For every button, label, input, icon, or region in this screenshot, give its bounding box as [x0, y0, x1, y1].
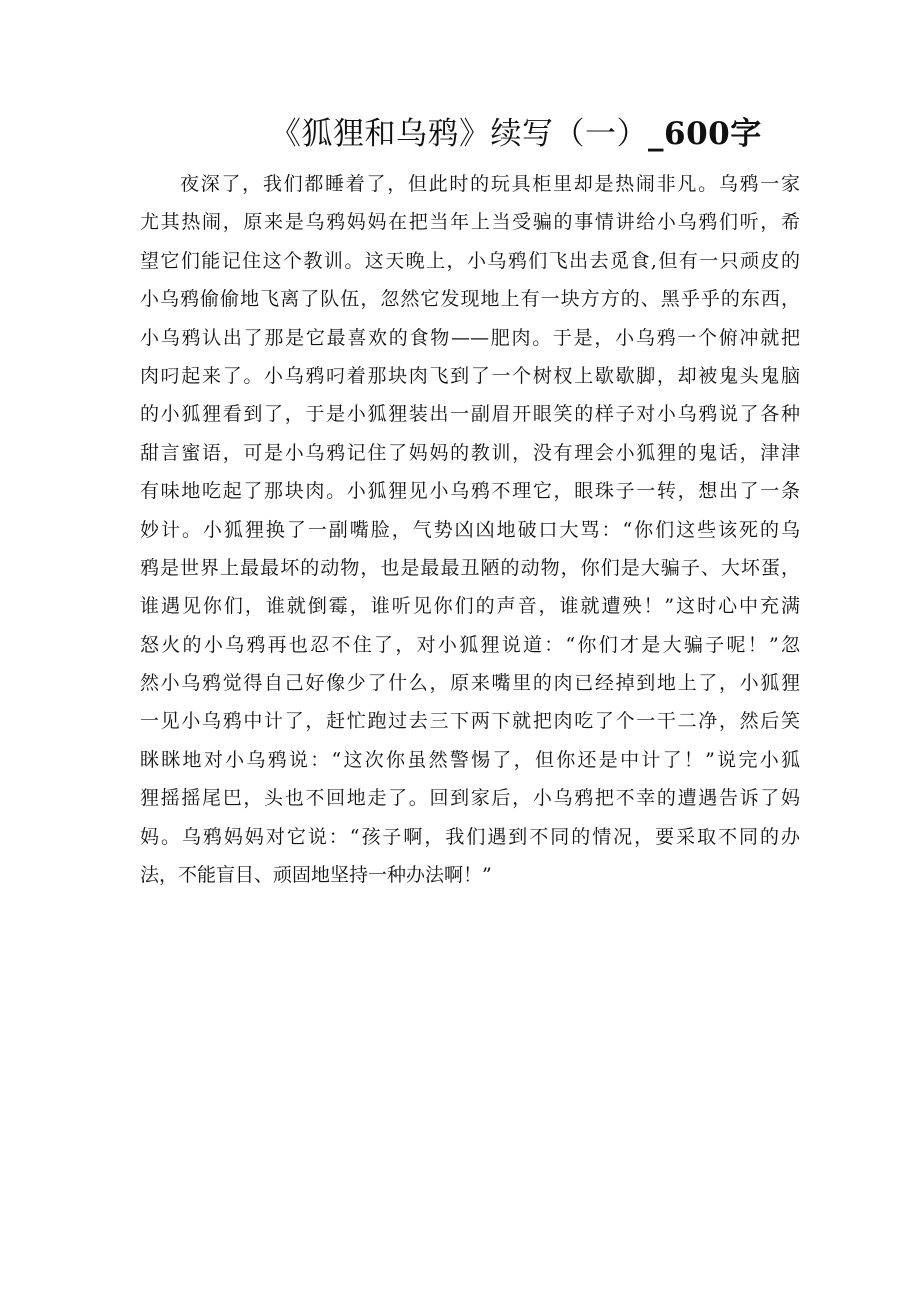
text-line: 夜深了，我们都睡着了，但此时的玩具柜里却是热闹非凡。乌鸦一家: [180, 173, 800, 195]
title-word-count: _600字: [648, 116, 762, 152]
text-line: 肉叼起来了。小乌鸦叼着那块肉飞到了一个树杈上歇歇脚，却被鬼头鬼脑: [140, 364, 800, 387]
text-line: 有味地吃起了那块肉。小狐狸见小乌鸦不理它，眼珠子一转，想出了一条: [140, 480, 800, 503]
text-line: 怒火的小乌鸦再也忍不住了，对小狐狸说道：“你们才是大骗子呢！”忽: [140, 633, 800, 656]
text-line: 小乌鸦偷偷地飞离了队伍，忽然它发现地上有一块方方的、黑乎乎的东西，: [140, 288, 800, 311]
essay-body: [140, 165, 800, 894]
text-line: 的小狐狸看到了，于是小狐狸装出一副眉开眼笑的样子对小乌鸦说了各种: [140, 403, 800, 426]
text-line: 小乌鸦认出了那是它最喜欢的食物——肥肉。于是，小乌鸦一个俯冲就把: [140, 326, 800, 349]
text-line: 眯眯地对小乌鸦说：“这次你虽然警惕了，但你还是中计了！”说完小狐: [140, 748, 800, 771]
text-line: 法，不能盲目、顽固地坚持一种办法啊！”: [140, 864, 492, 887]
text-line: 鸦是世界上最最坏的动物，也是最最丑陋的动物，你们是大骗子、大坏蛋，: [140, 556, 800, 579]
text-line: 谁遇见你们，谁就倒霉，谁听见你们的声音，谁就遭殃！”这时心中充满: [140, 595, 800, 618]
document-title: [270, 112, 790, 156]
text-line: 望它们能记住这个教训。这天晚上，小乌鸦们飞出去觅食,但有一只顽皮的: [140, 249, 800, 272]
text-line: 妙计。小狐狸换了一副嘴脸，气势凶凶地破口大骂：“你们这些该死的乌: [140, 518, 800, 541]
text-line: 一见小乌鸦中计了，赶忙跑过去三下两下就把肉吃了个一干二净，然后笑: [140, 710, 800, 733]
text-line: 甜言蜜语，可是小乌鸦记住了妈妈的教训，没有理会小狐狸的鬼话，津津: [140, 441, 800, 464]
text-line: 尤其热闹，原来是乌鸦妈妈在把当年上当受骗的事情讲给小乌鸦们听，希: [140, 211, 800, 234]
text-line: 妈。乌鸦妈妈对它说：“孩子啊，我们遇到不同的情况，要采取不同的办: [140, 825, 800, 848]
title-main: 《狐狸和乌鸦》续写（一）: [270, 116, 648, 152]
text-line: 然小乌鸦觉得自己好像少了什么，原来嘴里的肉已经掉到地上了，小狐狸: [140, 672, 800, 695]
text-line: 狸摇摇尾巴，头也不回地走了。回到家后，小乌鸦把不幸的遭遇告诉了妈: [140, 787, 800, 810]
